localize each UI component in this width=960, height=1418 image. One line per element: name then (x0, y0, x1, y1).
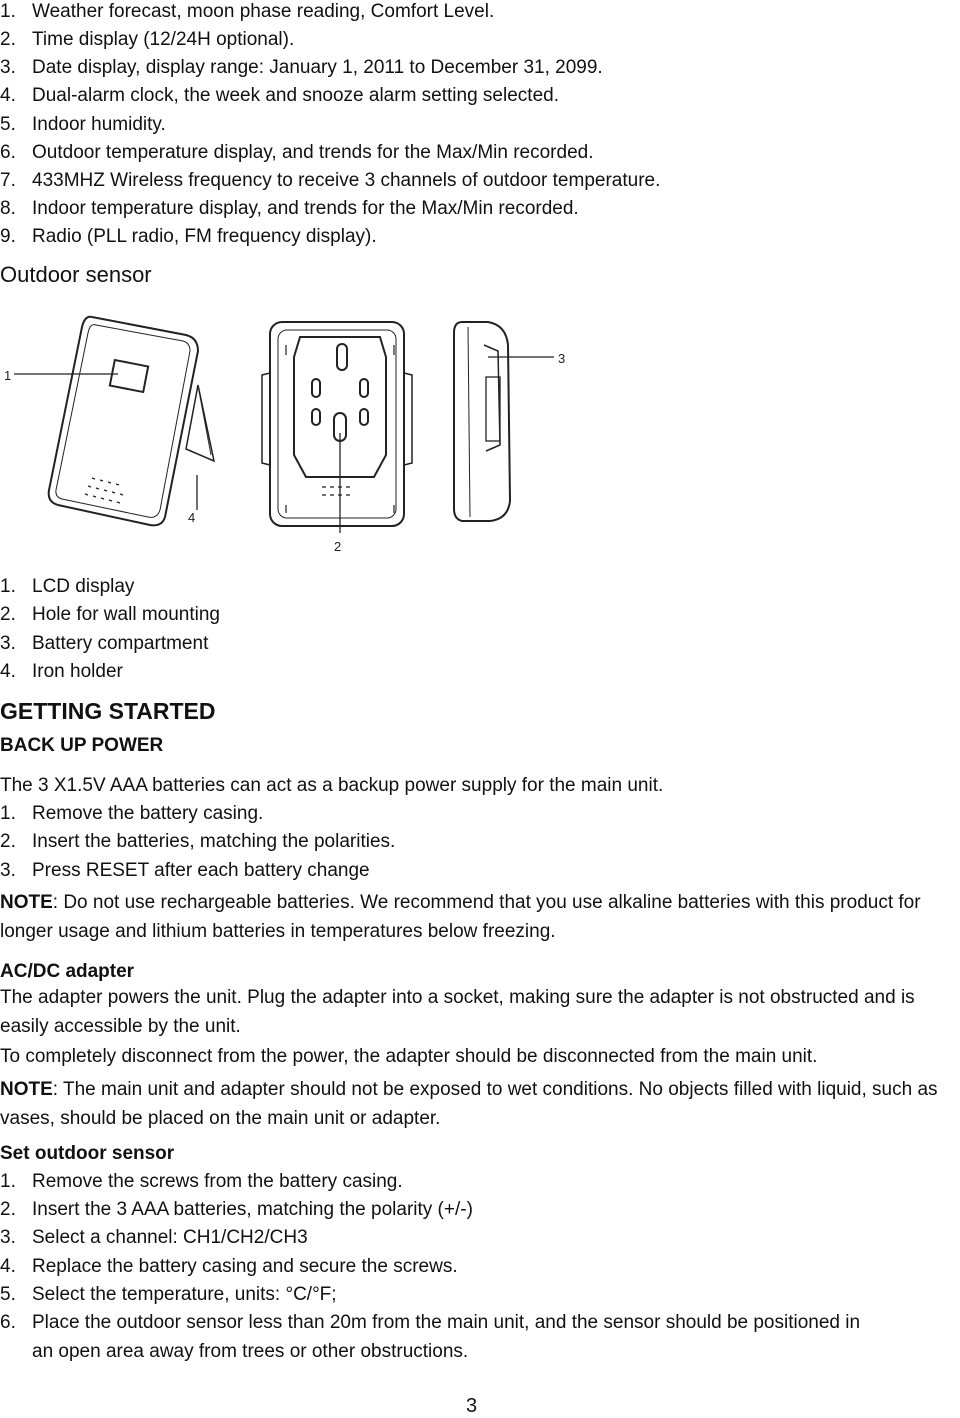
outdoor-sensor-heading: Outdoor sensor (0, 262, 152, 287)
set-sensor-step: 3. Select a channel: CH1/CH2/CH3 (0, 1227, 308, 1248)
part-item: 1. LCD display (0, 576, 135, 597)
set-sensor-heading: Set outdoor sensor (0, 1143, 175, 1164)
sensor-side-view (454, 322, 510, 521)
vent-holes (85, 478, 123, 503)
feature-item: 4. Dual-alarm clock, the week and snooze alarm setting selected. (0, 85, 559, 106)
set-sensor-step: 6. Place the outdoor sensor less than 20m from the main unit, and the sensor should be positioned in (0, 1312, 861, 1333)
feature-item: 3. Date display, display range: January 1, 2011 to December 31, 2099. (0, 57, 603, 78)
part-item: 4. Iron holder (0, 661, 123, 682)
part-item: 2. Hole for wall mounting (0, 604, 220, 625)
set-sensor-step: 2. Insert the 3 AAA batteries, matching the polarity (+/-) (0, 1199, 473, 1220)
feature-item: 5. Indoor humidity. (0, 114, 166, 135)
feature-item: 2. Time display (12/24H optional). (0, 29, 295, 50)
callout-label-4: 4 (188, 510, 196, 525)
set-sensor-step: 1. Remove the screws from the battery casing. (0, 1171, 403, 1192)
backup-power-heading: BACK UP POWER (0, 735, 164, 756)
set-sensor-step-continuation: an open area away from trees or other obstructions. (32, 1341, 469, 1362)
page-number: 3 (466, 1395, 478, 1417)
callout-label-3: 3 (558, 351, 566, 366)
backup-step: 2. Insert the batteries, matching the polarities. (0, 831, 396, 852)
set-sensor-step: 5. Select the temperature, units: °C/°F; (0, 1284, 337, 1305)
feature-item: 7. 433MHZ Wireless frequency to receive 3 channels of outdoor temperature. (0, 170, 661, 191)
feature-item: 1. Weather forecast, moon phase reading, Comfort Level. (0, 1, 495, 22)
set-sensor-step: 4. Replace the battery casing and secure the screws. (0, 1256, 458, 1277)
part-item: 3. Battery compartment (0, 633, 209, 654)
getting-started-heading: GETTING STARTED (0, 698, 216, 724)
adapter-note: NOTE: The main unit and adapter should not be exposed to wet conditions. No objects filled with liquid, such as vases, should be placed on the main unit or adapter. (0, 1079, 938, 1129)
backup-step: 3. Press RESET after each battery change (0, 860, 370, 881)
sensor-front-view (49, 317, 214, 526)
sensor-back-view (262, 322, 412, 526)
backup-intro: The 3 X1.5V AAA batteries can act as a backup power supply for the main unit. (0, 775, 664, 796)
feature-item: 6. Outdoor temperature display, and trends for the Max/Min recorded. (0, 142, 594, 163)
feature-item: 9. Radio (PLL radio, FM frequency display). (0, 226, 377, 247)
adapter-paragraph: The adapter powers the unit. Plug the adapter into a socket, making sure the adapter is not obstructed and is easily accessible by the unit. (0, 987, 915, 1037)
feature-item: 8. Indoor temperature display, and trends for the Max/Min recorded. (0, 198, 579, 219)
callout-label-1: 1 (4, 368, 12, 383)
adapter-heading: AC/DC adapter (0, 961, 135, 982)
outdoor-sensor-illustration (0, 305, 600, 560)
adapter-disconnect-paragraph: To completely disconnect from the power, the adapter should be disconnected from the main unit. (0, 1046, 818, 1067)
mounting-holes (312, 344, 368, 441)
backup-note: NOTE: Do not use rechargeable batteries. We recommend that you use alkaline batteries with this product for longer usage and lithium batteries in temperatures below freezing. (0, 892, 921, 942)
callout-label-2: 2 (334, 539, 342, 554)
backup-step: 1. Remove the battery casing. (0, 803, 264, 824)
